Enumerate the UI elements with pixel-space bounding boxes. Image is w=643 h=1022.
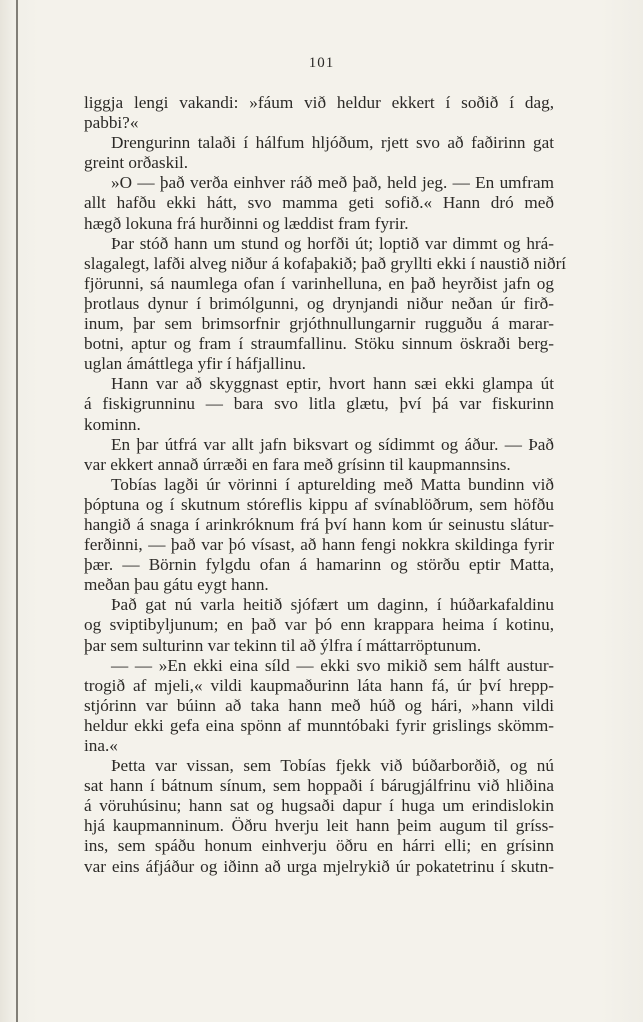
- text-line: og sviptibyljunum; en það var þó enn krappara heima í kotinu,: [84, 615, 554, 635]
- text-line: þóptuna og í skutnum stóreflis kippu af svínablöðrum, sem höfðu: [84, 494, 554, 514]
- text-line: var ekkert annað úrræði en fara með grísinn til kaupmannsins.: [84, 454, 511, 474]
- text-line: uglan ámáttlega yfir í háfjallinu.: [84, 354, 306, 374]
- text-line: trogið af mjeli,« vildi kaupmaðurinn láta hann fá, úr því hrepp-: [84, 675, 554, 695]
- text-line: hjá kaupmanninum. Öðru hverju leit hann þeim augum til gríss-: [84, 816, 554, 836]
- text-line: pabbi?«: [84, 113, 139, 133]
- text-line: þrotlaus dynur í brimólgunni, og drynjandi niður neðan úr firð-: [84, 293, 554, 313]
- text-line: á fiskigrunninu — bara svo litla glætu, því þá var fiskurinn: [84, 394, 554, 414]
- text-line: Hann var að skyggnast eptir, hvort hann sæi ekki glampa út: [111, 374, 554, 394]
- text-line: ina.«: [84, 736, 118, 755]
- text-line: ferðinni, — það var þó vísast, að hann fengi nokkra skildinga fyrir: [84, 535, 554, 555]
- text-line: greint orðaskil.: [84, 153, 189, 173]
- text-line: þar sem sulturinn var tekinn til að ýlfra í máttarröptunum.: [84, 635, 482, 655]
- text-line: »O — það verða einhver ráð með það, held jeg. — En umfram: [111, 173, 554, 193]
- text-line: Drengurinn talaði í hálfum hljóðum, rjett svo að faðirinn gat: [111, 133, 554, 153]
- text-line: hangið á snaga í arinkróknum frá því hann kom úr seinustu slátur-: [84, 514, 554, 534]
- body-text: [84, 93, 567, 877]
- text-line: inum, þar sem brimsorfnir grjóthnullungarnir rugguðu á marar-: [84, 314, 554, 334]
- text-line: En þar útfrá var allt jafn biksvart og sídimmt og áður. — Það: [111, 434, 554, 454]
- text-line: — — »En ekki eina síld — ekki svo mikið sem hálft austur-: [111, 655, 554, 675]
- text-line: Þar stóð hann um stund og horfði út; loptið var dimmt og hrá-: [111, 233, 554, 253]
- binding-edge: [16, 0, 18, 1022]
- text-line: Tobías lagði úr vörinni í apturelding með Matta bundinn við: [111, 474, 554, 494]
- text-line: slagalegt, lafði alveg niður á kofaþakið; það gryllti ekki í naustið niðrí: [84, 253, 567, 273]
- text-line: heldur ekki gefa eina spönn af munntóbaki fyrir grislings skömm-: [84, 715, 554, 735]
- text-line: allt hafðu ekki hátt, svo mamma geti sofið.« Hann dró með: [84, 193, 554, 213]
- text-line: Það gat nú varla heitið sjófært um daginn, í húðarkafaldinu: [111, 595, 554, 615]
- text-line: kominn.: [84, 414, 141, 434]
- text-line: meðan þau gátu eygt hann.: [84, 575, 269, 595]
- text-line: var eins áfjáður og iðinn að urga mjelrykið úr pokatetrinu í skutn-: [84, 856, 554, 876]
- text-line: á vöruhúsinu; hann sat og hugsaði dapur í huga um erindislokin: [84, 796, 554, 816]
- text-line: Þetta var vissan, sem Tobías fjekk við búðarborðið, og nú: [111, 756, 554, 776]
- text-line: þær. — Börnin fylgdu ofan á hamarinn og störðu eptir Matta,: [84, 555, 554, 575]
- text-line: liggja lengi vakandi: »fáum við heldur ekkert í soðið í dag,: [84, 93, 554, 112]
- text-line: stjórinn var búinn að taka hann með húð og hári, »hann vildi: [84, 695, 554, 715]
- text-line: hægð lokuna frá hurðinni og læddist fram fyrir.: [84, 213, 409, 233]
- text-line: botni, aptur og fram í straumfallinu. Stöku sinnum öskraði berg-: [84, 334, 554, 354]
- text-line: fjörunni, sá naumlega ofan í varinhelluna, en það heyrðist jafn og: [84, 273, 554, 293]
- page-number: 101: [308, 55, 335, 71]
- text-line: sat hann í bátnum sínum, sem hoppaði í bárugjálfrinu við hliðina: [84, 776, 554, 796]
- text-line: ins, sem spáðu honum einhverju öðru en hárri elli; en grísinn: [84, 836, 554, 856]
